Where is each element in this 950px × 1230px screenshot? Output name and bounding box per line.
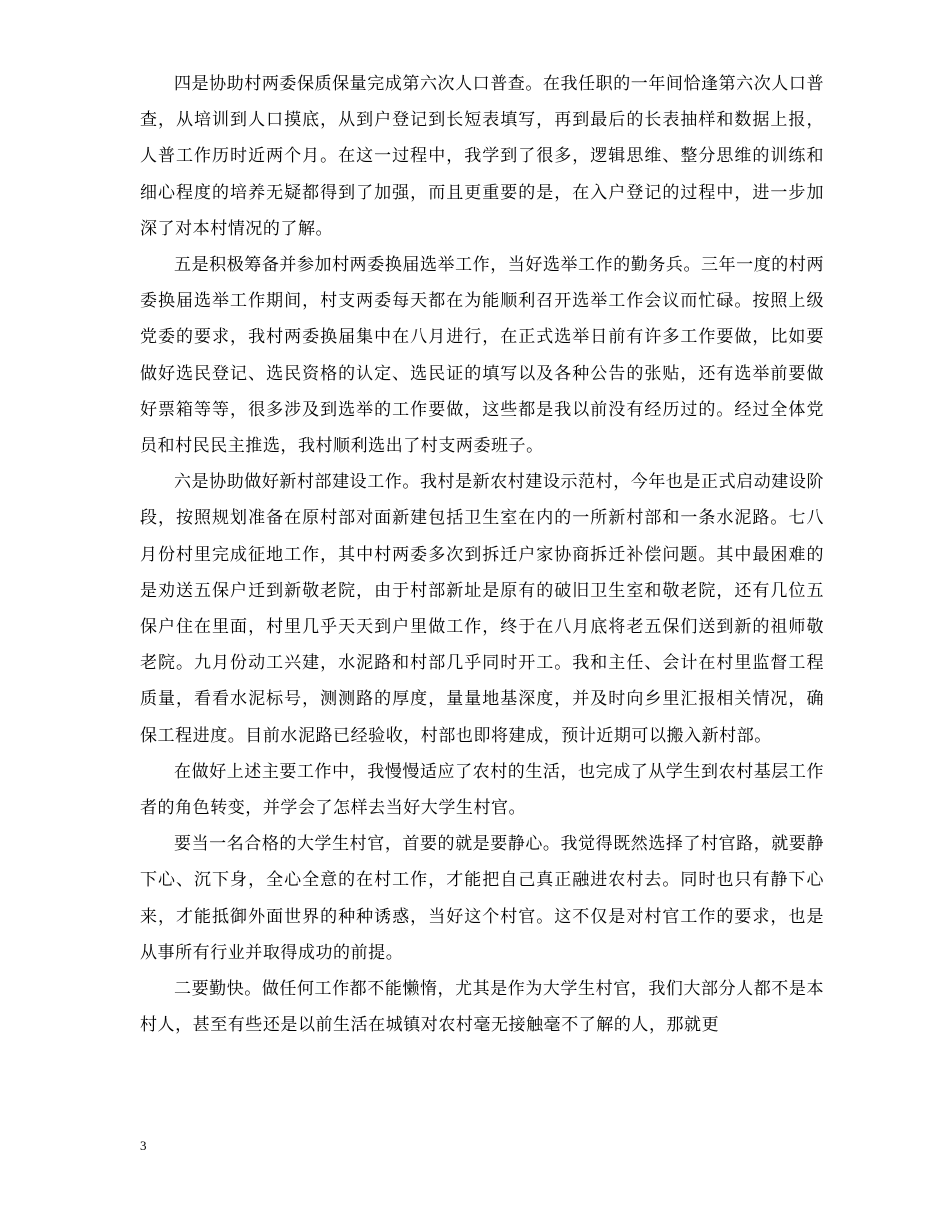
paragraph-village-office: 六是协助做好新村部建设工作。我村是新农村建设示范村，今年也是正式启动建设阶段，按照规划准备在原村部对面新建包括卫生室在内的一所新村部和一条水泥路。七八月份村里完成征地工作，其中村两委多次到拆迁户家协商拆迁补偿问题。其中最困难的是劝送五保户迁到新敬老院，由于村部新址是原有的破旧卫生室和敬老院，还有几位五保户住在里面，村里几乎天天到户里做工作，终于在八月底将老五保们送到新的祖师敬老院。九月份动工兴建，水泥路和村部几乎同时开工。我和主任、会计在村里监督工程质量，看看水泥标号，测测路的厚度，量量地基深度，并及时向乡里汇报相关情况，确保工程进度。目前水泥路已经验收，村部也即将建成，预计近期可以搬入新村部。 [140, 472, 824, 746]
paragraph-census: 四是协助村两委保质保量完成第六次人口普查。在我任职的一年间恰逢第六次人口普查，从培训到人口摸底，从到户登记到长短表填写，再到最后的长表抽样和数据上报，人普工作历时近两个月。在这一过程中，我学到了很多，逻辑思维、整分思维的训练和细心程度的培养无疑都得到了加强，而且更重要的是，在入户登记的过程中，进一步加深了对本村情况的了解。 [140, 74, 824, 239]
paragraph-election: 五是积极筹备并参加村两委换届选举工作，当好选举工作的勤务兵。三年一度的村两委换届选举工作期间，村支两委每天都在为能顺利召开选举工作会议而忙碌。按照上级党委的要求，我村两委换届集中在八月进行，在正式选举日前有许多工作要做，比如要做好选民登记、选民资格的认定、选民证的填写以及各种公告的张贴，还有选举前要做好票箱等等，很多涉及到选举的工作要做，这些都是我以前没有经历过的。经过全体党员和村民民主推选，我村顺利选出了村支两委班子。 [140, 255, 824, 457]
paragraph-diligence: 二要勤快。做任何工作都不能懒惰，尤其是作为大学生村官，我们大部分人都不是本村人，甚至有些还是以前生活在城镇对农村毫无接触毫不了解的人，那就更 [140, 979, 824, 1036]
paragraph-calm-mind: 要当一名合格的大学生村官，首要的就是要静心。我觉得既然选择了村官路，就要静下心、沉下身，全心全意的在村工作，才能把自己真正融进农村去。同时也只有静下心来，才能抵御外面世界的种种诱惑，当好这个村官。这不仅是对村官工作的要求，也是从事所有行业并取得成功的前提。 [140, 834, 824, 963]
page-number: 3 [140, 1138, 147, 1153]
document-body [140, 66, 824, 1043]
paragraph-adaptation: 在做好上述主要工作中，我慢慢适应了农村的生活，也完成了从学生到农村基层工作者的角色转变，并学会了怎样去当好大学生村官。 [140, 761, 824, 819]
